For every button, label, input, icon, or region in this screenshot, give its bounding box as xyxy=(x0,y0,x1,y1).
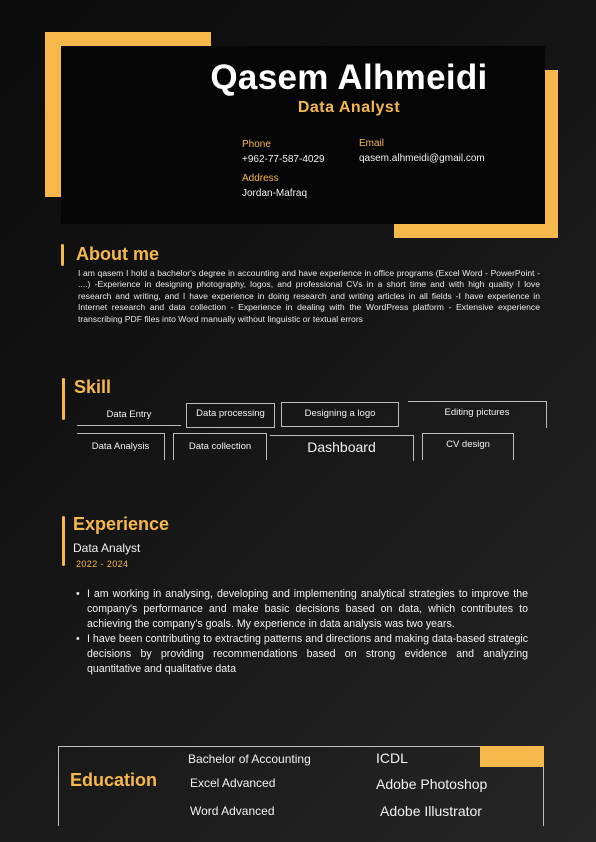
education-item-excel: Excel Advanced xyxy=(190,776,276,790)
experience-title: Experience xyxy=(73,514,170,534)
education-item-bachelor: Bachelor of Accounting xyxy=(188,752,311,766)
experience-dates: 2022 - 2024 xyxy=(76,559,129,569)
header xyxy=(61,46,545,224)
candidate-role: Data Analyst xyxy=(297,99,401,116)
skill-cv-design: CV design xyxy=(422,433,514,460)
education-title: Education xyxy=(70,770,158,790)
skill-designing-logo: Designing a logo xyxy=(281,402,399,427)
phone-label: Phone xyxy=(242,139,271,150)
about-title: About me xyxy=(76,244,159,264)
skill-editing-pictures: Editing pictures xyxy=(408,401,547,428)
about-text: I am qasem I hold a bachelor's degree in accounting and have experience in office programs (Excel Word - PowerPoint - ....) -Experience in designing photography, logos, and professional CVs in a short time and with high quality I love research and writing, and I have experience in doing research and writing articles in all fields -I have experience in Internet research and data collection - Experience in dealing with the WordPress platform - Extensive experience transcribing PDF files into Word manually without linguistic or textual errors xyxy=(78,268,540,324)
skill-title: Skill xyxy=(74,377,112,397)
education-item-icdl: ICDL xyxy=(376,750,408,766)
experience-bullet: • I am working in analysing, developing and implementing analytical strategies to improve the company's performance and make basic decisions based on data, which contributes to achieving the company's goals. My experience in data analysis was two years. xyxy=(76,587,528,632)
skill-dashboard: Dashboard xyxy=(270,435,414,461)
candidate-name: Qasem Alhmeidi xyxy=(210,58,488,97)
skill-data-processing: Data processing xyxy=(186,403,275,428)
email-value: qasem.alhmeidi@gmail.com xyxy=(359,153,485,164)
education-accent xyxy=(480,746,544,767)
experience-list xyxy=(76,587,528,677)
phone-value: +962-77-587-4029 xyxy=(242,154,325,165)
experience-section-bar xyxy=(62,516,65,566)
skill-section-bar xyxy=(62,378,65,420)
about-section-bar xyxy=(61,244,64,266)
address-label: Address xyxy=(242,173,279,184)
skill-data-collection: Data collection xyxy=(173,433,267,460)
education-item-word: Word Advanced xyxy=(190,804,275,818)
email-label: Email xyxy=(359,138,385,149)
address-value: Jordan-Mafraq xyxy=(242,188,308,199)
experience-role: Data Analyst xyxy=(73,541,141,555)
skill-data-entry: Data Entry xyxy=(77,404,181,426)
education-item-photoshop: Adobe Photoshop xyxy=(376,776,488,792)
education-item-illustrator: Adobe Illustrator xyxy=(380,803,482,819)
skill-data-analysis: Data Analysis xyxy=(77,433,165,460)
experience-bullet: • I have been contributing to extracting patterns and directions and making data-based strategic decisions by providing recommendations based on strong evidence and analyzing quantitative and qualitative data xyxy=(76,632,528,677)
